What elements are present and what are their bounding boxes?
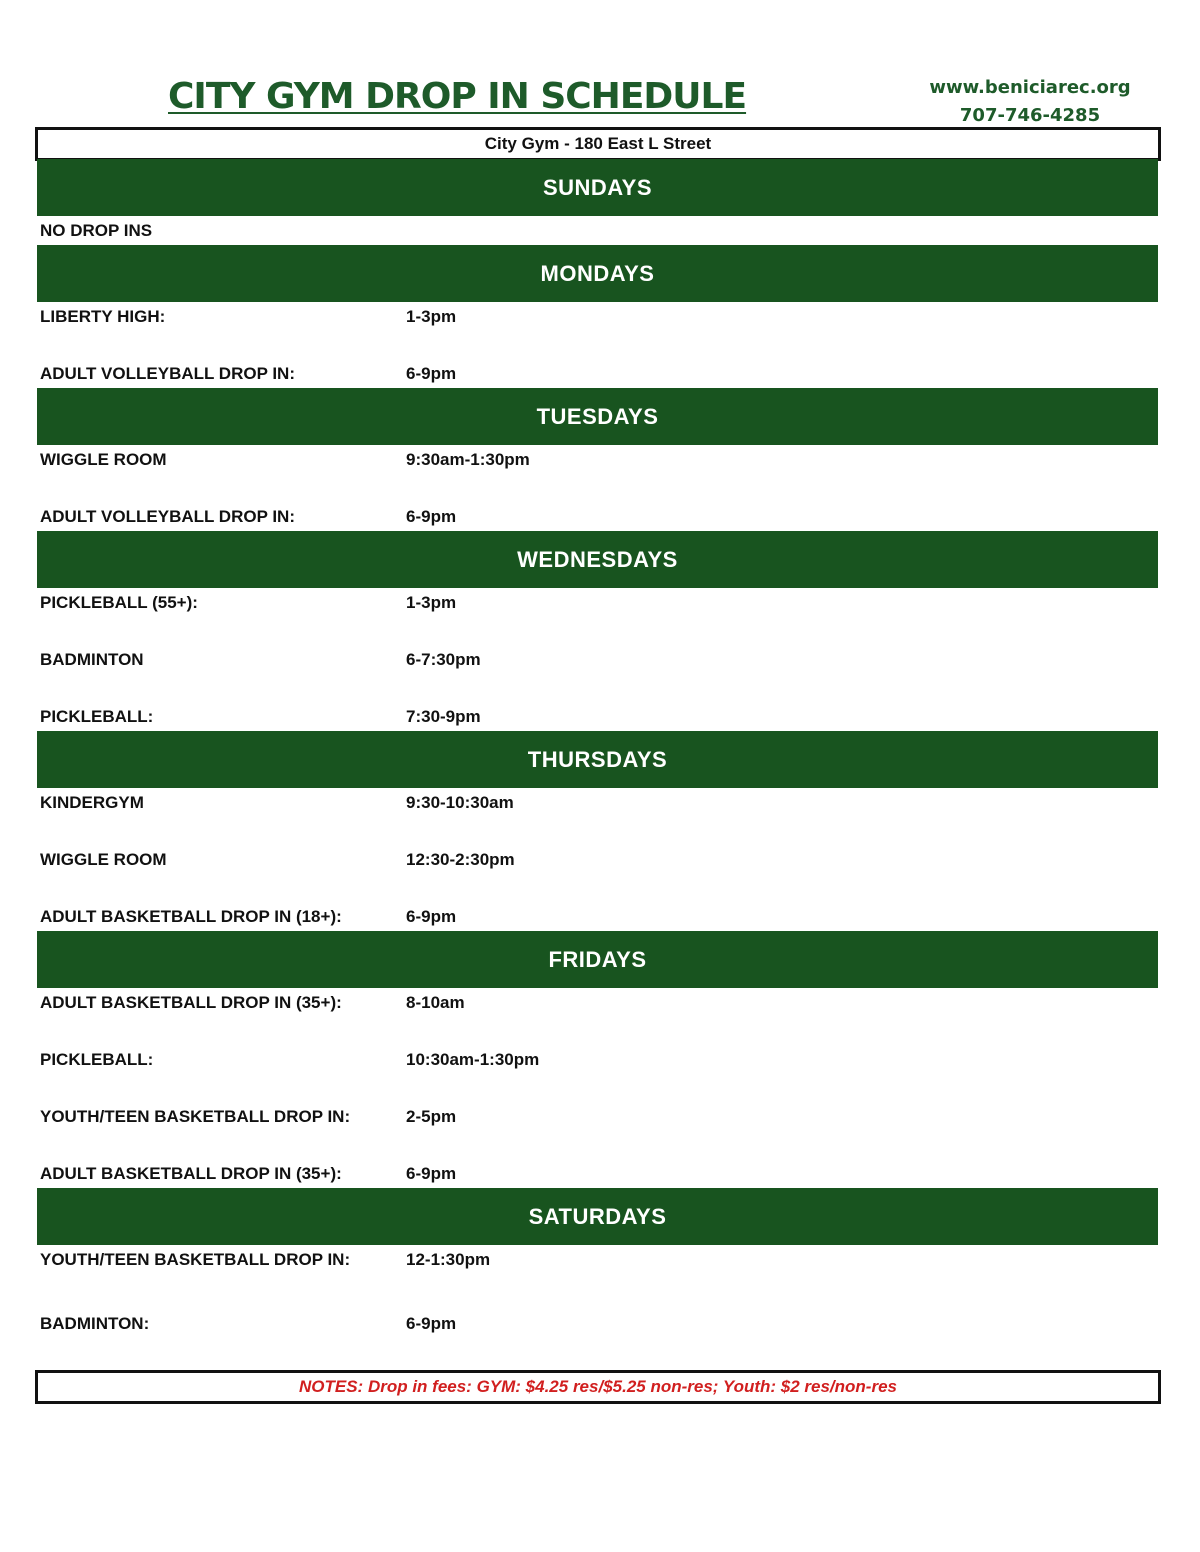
activity-label: WIGGLE ROOM — [40, 449, 167, 469]
day-header-monday: MONDAYS — [37, 245, 1158, 302]
schedule-row — [37, 1245, 1158, 1274]
activity-time: 1-3pm — [406, 592, 457, 612]
schedule-row — [37, 702, 1158, 731]
activity-label: ADULT VOLLEYBALL DROP IN: — [40, 363, 295, 383]
activity-time: 12:30-2:30pm — [406, 849, 515, 869]
activity-time: 6-9pm — [406, 1313, 457, 1333]
day-header-tuesday: TUESDAYS — [37, 388, 1158, 445]
activity-time: 10:30am-1:30pm — [406, 1049, 540, 1069]
activity-time: 9:30am-1:30pm — [406, 449, 530, 469]
contact-info — [920, 74, 1140, 130]
activity-time: 6-7:30pm — [406, 649, 481, 669]
schedule-row — [37, 359, 1158, 388]
activity-label: PICKLEBALL: — [40, 706, 154, 726]
schedule-row — [37, 1309, 1158, 1338]
activity-label: ADULT VOLLEYBALL DROP IN: — [40, 506, 295, 526]
activity-time: 8-10am — [406, 992, 465, 1012]
activity-label: PICKLEBALL (55+): — [40, 592, 198, 612]
activity-label: PICKLEBALL: — [40, 1049, 154, 1069]
activity-time: 6-9pm — [406, 906, 457, 926]
activity-label: WIGGLE ROOM — [40, 849, 167, 869]
activity-label: BADMINTON — [40, 649, 144, 669]
activity-label: YOUTH/TEEN BASKETBALL DROP IN: — [40, 1249, 351, 1269]
activity-time: 9:30-10:30am — [406, 792, 514, 812]
activity-time: 6-9pm — [406, 506, 457, 526]
day-header-friday: FRIDAYS — [37, 931, 1158, 988]
page-title: CITY GYM DROP IN SCHEDULE — [168, 76, 747, 117]
activity-label: ADULT BASKETBALL DROP IN (35+): — [40, 1163, 342, 1183]
day-header-thursday: THURSDAYS — [37, 731, 1158, 788]
website-link[interactable]: www.beniciarec.org — [929, 77, 1131, 98]
schedule-row — [37, 645, 1158, 674]
activity-label: NO DROP INS — [40, 220, 153, 240]
activity-label: ADULT BASKETBALL DROP IN (18+): — [40, 906, 342, 926]
activity-label: YOUTH/TEEN BASKETBALL DROP IN: — [40, 1106, 351, 1126]
activity-label: BADMINTON: — [40, 1313, 150, 1333]
activity-label: ADULT BASKETBALL DROP IN (35+): — [40, 992, 342, 1012]
day-header-wednesday: WEDNESDAYS — [37, 531, 1158, 588]
activity-time: 7:30-9pm — [406, 706, 481, 726]
location-banner: City Gym - 180 East L Street — [35, 127, 1161, 161]
day-header-saturday: SATURDAYS — [37, 1188, 1158, 1245]
activity-time: 12-1:30pm — [406, 1249, 491, 1269]
schedule-row — [37, 902, 1158, 931]
schedule-row — [37, 445, 1158, 474]
schedule-row — [37, 845, 1158, 874]
schedule-row — [37, 216, 1158, 245]
fee-notes: NOTES: Drop in fees: GYM: $4.25 res/$5.25 non-res; Youth: $2 res/non-res — [35, 1370, 1161, 1404]
schedule-row — [37, 988, 1158, 1017]
activity-time: 2-5pm — [406, 1106, 457, 1126]
day-header-sunday: SUNDAYS — [37, 159, 1158, 216]
schedule-row — [37, 1045, 1158, 1074]
schedule-row — [37, 588, 1158, 617]
activity-time: 6-9pm — [406, 363, 457, 383]
activity-time: 1-3pm — [406, 306, 457, 326]
activity-label: LIBERTY HIGH: — [40, 306, 166, 326]
activity-label: KINDERGYM — [40, 792, 144, 812]
schedule-row — [37, 788, 1158, 817]
schedule-table — [37, 159, 1158, 1338]
schedule-row — [37, 302, 1158, 331]
schedule-row — [37, 502, 1158, 531]
schedule-row — [37, 1102, 1158, 1131]
schedule-row — [37, 1159, 1158, 1188]
activity-time: 6-9pm — [406, 1163, 457, 1183]
phone-number: 707-746-4285 — [959, 105, 1101, 126]
